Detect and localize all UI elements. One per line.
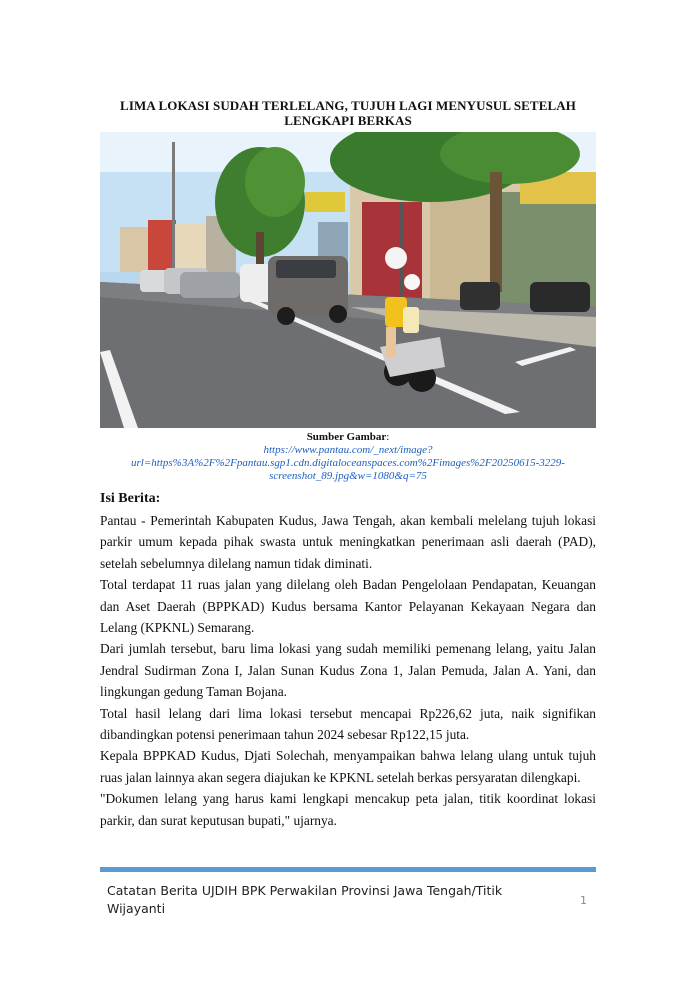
paragraph: Total terdapat 11 ruas jalan yang dilelang oleh Badan Pengelolaan Pendapatan, Keuangan dan Aset Daerah (BPPKAD) Kudus bersama Kantor Pelayanan Kekayaan Negara dan Lelang (KPKNL) Semarang.	[100, 577, 596, 636]
footer-divider	[100, 867, 596, 872]
paragraph: Total hasil lelang dari lima lokasi tersebut mencapai Rp226,62 juta, naik signifikan dibandingkan potensi penerimaan tahun 2024 sebesar Rp122,15 juta.	[100, 705, 596, 743]
paragraph: Pantau - Pemerintah Kabupaten Kudus, Jawa Tengah, akan kembali melelang tujuh lokasi parkir umum kepada pihak swasta untuk meningkatkan penerimaan asli daerah (PAD), setelah sebelumnya dilelang namun tidak diminati.	[100, 513, 596, 571]
page-number: 1	[580, 894, 587, 907]
paragraph: Kepala BPPKAD Kudus, Djati Solechah, menyampaikan bahwa lelang ulang untuk tujuh ruas jalan lainnya akan segera diajukan ke KPKNL setelah berkas persyaratan dilengkapi.	[100, 748, 596, 785]
section-label: Isi Berita:	[100, 491, 161, 506]
footer-note: Catatan Berita UJDIH BPK Perwakilan Provinsi Jawa Tengah/Titik Wijayanti	[107, 883, 503, 916]
caption-label: Sumber Gambar	[306, 431, 387, 443]
paragraph: Dari jumlah tersebut, baru lima lokasi yang sudah memiliki pemenang lelang, yaitu Jalan Jendral Sudirman Zona I, Jalan Sunan Kudus Zona 1, Jalan Pemuda, Jalan A. Yani, dan lingkungan gedung Taman Bojana.	[100, 641, 596, 700]
article-body	[100, 510, 596, 831]
paragraph: "Dokumen lelang yang harus kami lengkapi mencakup peta jalan, titik koordinat lokasi parkir, dan surat keputusan bupati," ujarnya.	[100, 791, 596, 828]
caption-url-link[interactable]: https://www.pantau.com/_next/image?url=https%3A%2F%2Fpantau.sgp1.cdn.digitaloceanspaces.com%2Fimages%2F20250615-3229-screenshot_89.jpg&w=1080&q=75	[131, 444, 565, 482]
image-caption	[100, 431, 596, 483]
caption-colon: :	[386, 431, 390, 443]
news-photo	[100, 132, 596, 428]
document-title: LIMA LOKASI SUDAH TERLELANG, TUJUH LAGI MENYUSUL SETELAH LENGKAPI BERKAS	[120, 98, 576, 128]
